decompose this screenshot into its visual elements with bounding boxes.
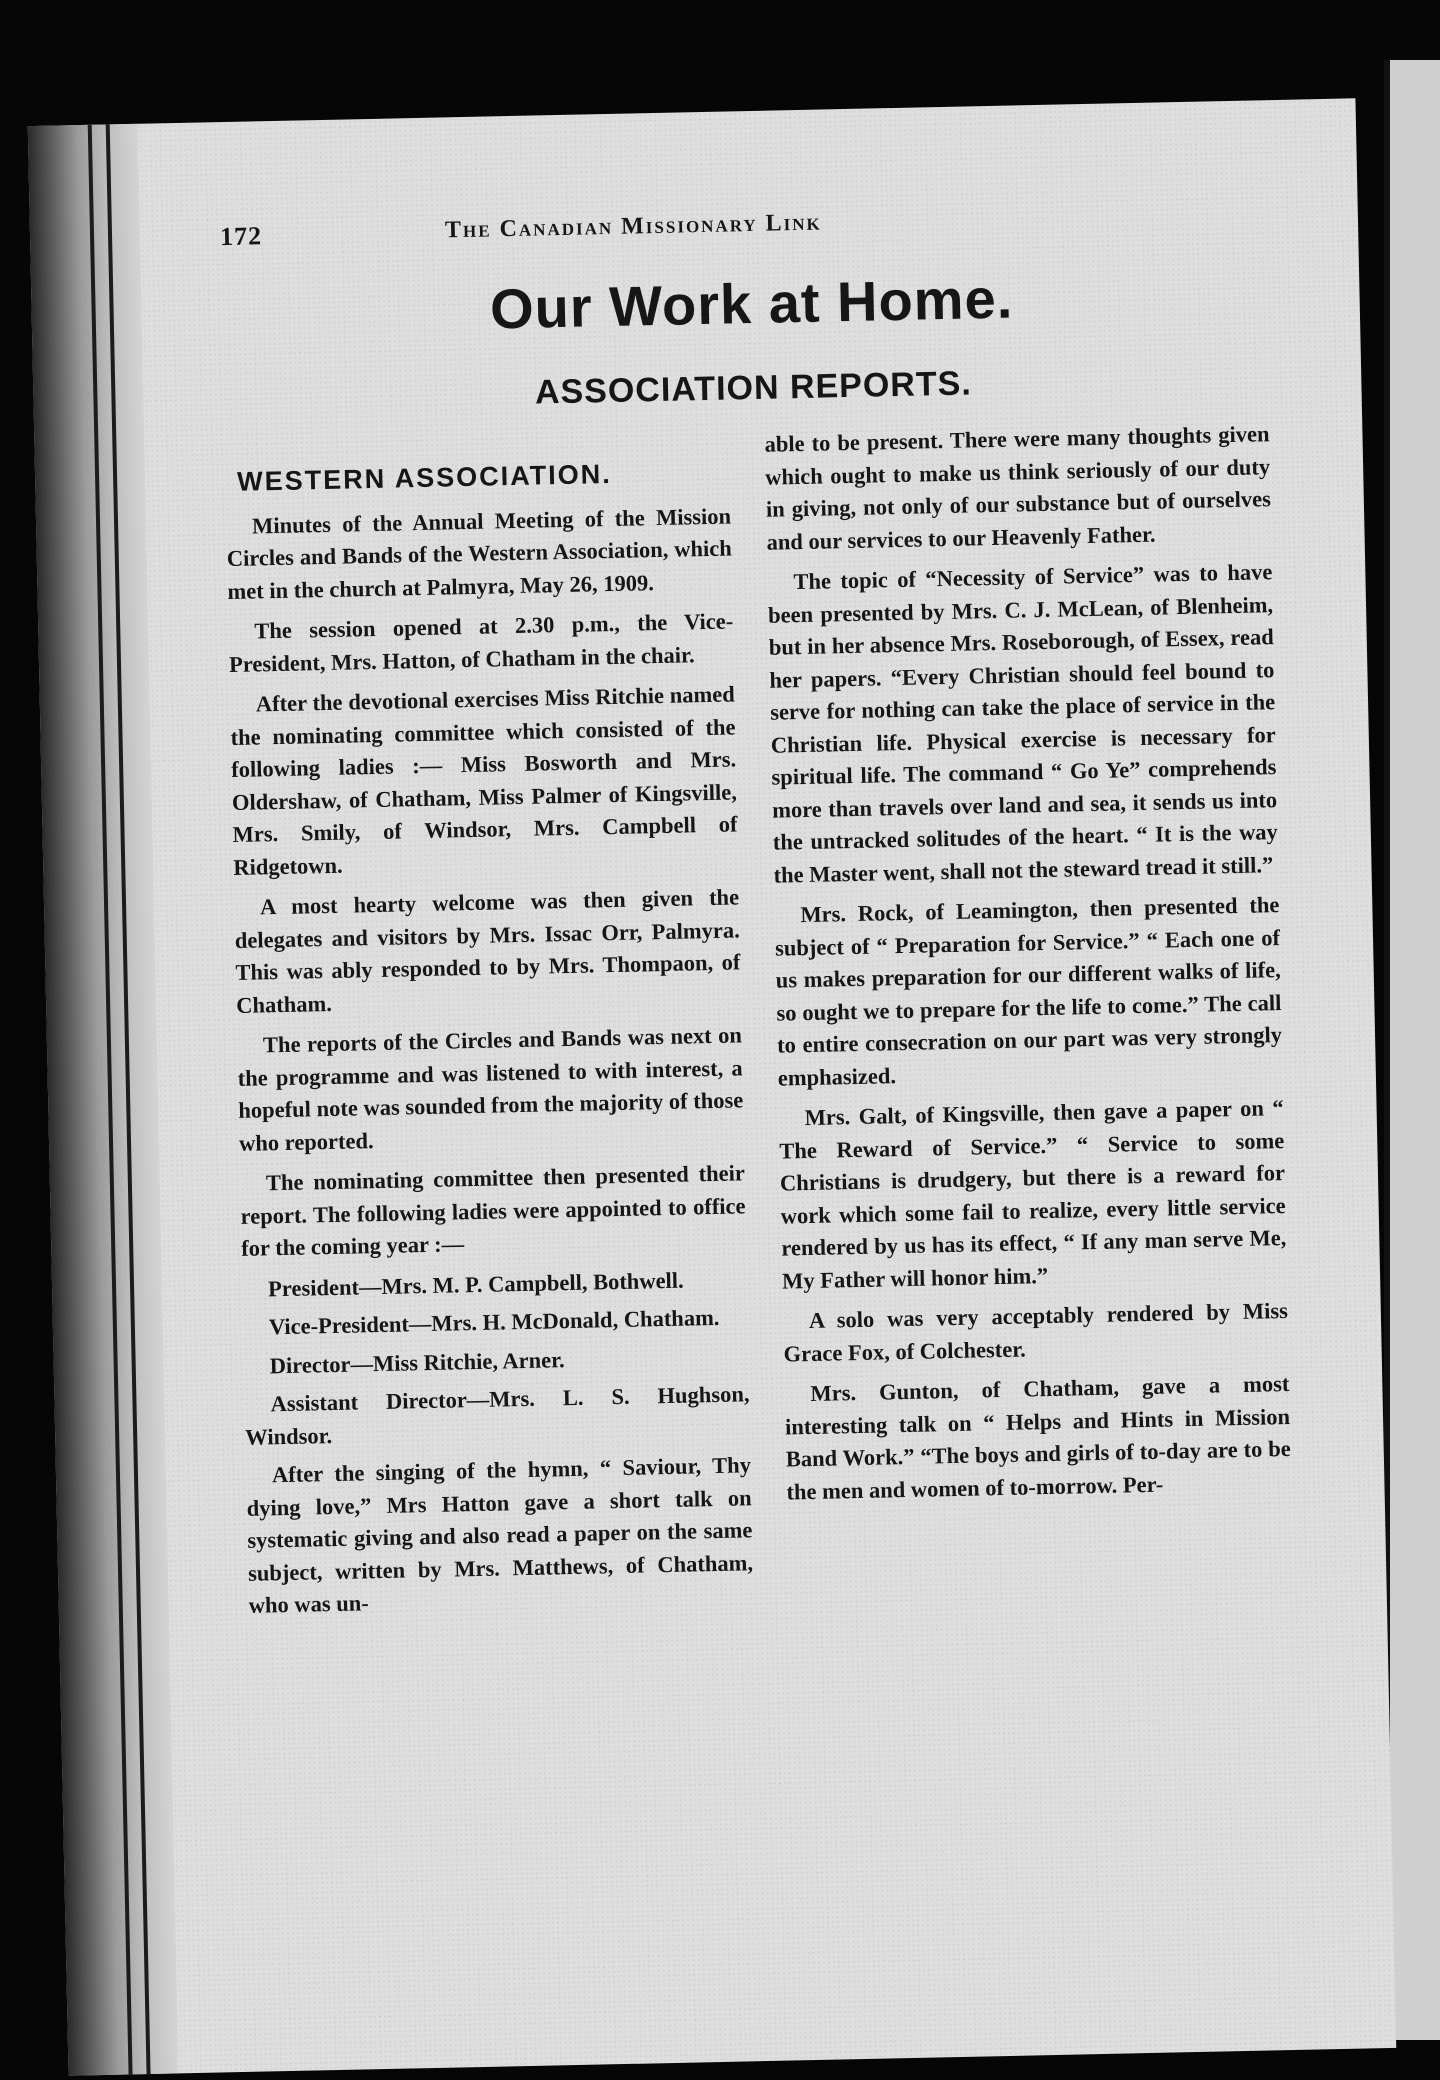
- page-number: 172: [219, 221, 263, 252]
- paragraph: Mrs. Rock, of Leamington, then presented the subject of “ Preparation for Service.” “ Each one of us makes preparation for our different walks of life, so ought we to prepare for the life to come.” The call to entire consecration on our part was very strongly emphasized.: [774, 892, 1283, 1091]
- paragraph: A solo was very acceptably rendered by Miss Grace Fox, of Colchester.: [783, 1297, 1289, 1367]
- paragraph: The topic of “Necessity of Service” was to have been presented by Mrs. C. J. McLean, of Blenheim, but in her absence Mrs. Roseborough, of Essex, read her papers. “Every Christian should feel bound to serve for nothing can take the place of service in the Christian life. Physical exercise is necessary for spiritual life. The command “ Go Ye” comprehends more than travels over land and sea, it sends us into the untracked solitudes of the heart. “ It is the way the Master went, shall not the steward tread it still.”: [767, 559, 1279, 888]
- paragraph: The nominating committee then presented their report. The following ladies were appointed to office for the coming year :—: [240, 1160, 746, 1261]
- paragraph: The reports of the Circles and Bands was next on the programme and was listened to with interest, a hopeful note was sounded from the majority of those who reported.: [237, 1022, 744, 1156]
- paragraph: A most hearty welcome was then given the delegates and visitors by Mrs. Issac Orr, Palmyra. This was ably responded to by Mrs. Thompaon, of Chatham.: [234, 884, 741, 1018]
- officer-entry: Assistant Director—Mrs. L. S. Hughson, Windsor.: [244, 1381, 750, 1450]
- paragraph: After the singing of the hymn, “ Saviour, Thy dying love,” Mrs Hatton gave a short talk on systematic giving and also read a paper on the same subject, written by Mrs. Matthews, of Chatham, who was un-: [246, 1452, 754, 1618]
- left-column: [225, 441, 755, 1630]
- section-heading: WESTERN ASSOCIATION.: [236, 458, 612, 497]
- facing-page-edge: [1384, 60, 1440, 2040]
- right-column: [764, 418, 1292, 1516]
- paragraph: The session opened at 2.30 p.m., the Vice-President, Mrs. Hatton, of Chatham in the chair.: [228, 608, 734, 677]
- paragraph: Mrs. Gunton, of Chatham, gave a most interesting talk on “ Helps and Hints in Mission Band Work.” “The boys and girls of to-day are to be the men and women of to-morrow. Per-: [784, 1370, 1291, 1505]
- page-subtitle: ASSOCIATION REPORTS.: [534, 364, 973, 412]
- officer-entry: President—Mrs. M. P. Campbell, Bothwell.: [267, 1267, 684, 1301]
- officer-entry: Director—Miss Ritchie, Arner.: [269, 1346, 565, 1378]
- page-title: Our Work at Home.: [489, 266, 1014, 341]
- page-content: [218, 100, 1319, 2072]
- magazine-page: [28, 98, 1397, 2075]
- paragraph: Minutes of the Annual Meeting of the Mission Circles and Bands of the Western Association, which met in the church at Palmyra, May 26, 1909.: [226, 502, 732, 604]
- officer-entry: Vice-President—Mrs. H. McDonald, Chatham.: [268, 1304, 720, 1340]
- paragraph: Mrs. Galt, of Kingsville, then gave a paper on “ The Reward of Service.” “ Service to some Christians is drudgery, but there is a reward for work which some fail to realize, every little service rendered by us has its effect, “ If any man serve Me, My Father will honor him.”: [779, 1095, 1287, 1294]
- paragraph: able to be present. There were many thoughts given which ought to make us think seriously of our duty in giving, not only of our substance but of ourselves and our services to our Heavenly Father.: [764, 421, 1272, 555]
- paragraph: After the devotional exercises Miss Ritchie named the nominating committee which consisted of the following ladies :— Miss Bosworth and Mrs. Oldershaw, of Chatham, Miss Palmer of Kingsville, Mrs. Smily, of Windsor, Mrs. Campbell of Ridgetown.: [230, 681, 738, 880]
- journal-title: The Canadian Missionary Link: [444, 209, 823, 244]
- running-head: [220, 200, 1281, 262]
